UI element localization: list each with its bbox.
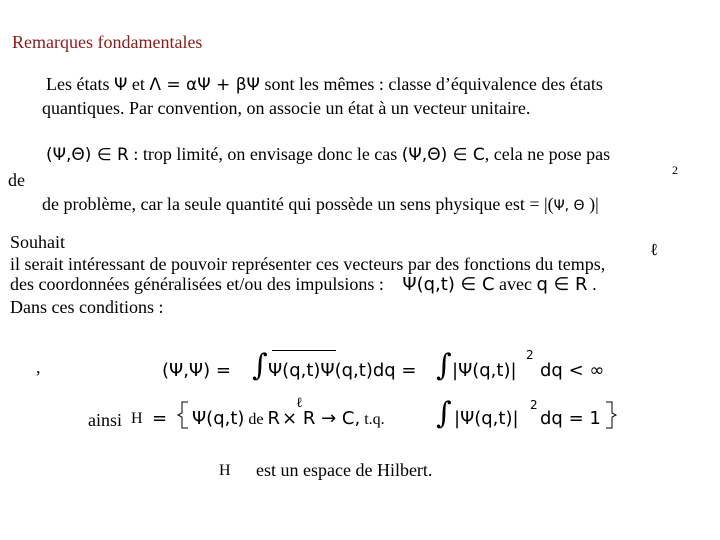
- eq1-modulus: |Ψ(q,t)|: [452, 360, 517, 381]
- text: de: [244, 411, 268, 428]
- left-brace-icon: [176, 400, 190, 430]
- text: )|: [584, 194, 599, 214]
- para3-line2: [10, 274, 597, 295]
- para1-line1: [46, 74, 603, 95]
- eq2-body: [192, 408, 385, 429]
- R-symbol: R: [267, 408, 281, 429]
- right-brace-icon: [604, 400, 618, 430]
- integral-symbol: ∫: [436, 348, 452, 383]
- lambda-expression: Λ = αΨ + βΨ: [149, 75, 260, 95]
- de-prefix: de: [8, 170, 25, 190]
- text: t.q.: [360, 411, 385, 428]
- eq2-end: dq = 1: [540, 408, 601, 429]
- eq1-integrand: Ψ(q,t)Ψ(q,t)dq =: [268, 360, 417, 381]
- eq2-modulus: |Ψ(q,t)|: [454, 408, 519, 429]
- text: , cela ne pose pas: [484, 144, 611, 164]
- psi-symbol: Ψ: [113, 75, 128, 95]
- page-title: Remarques fondamentales: [12, 32, 203, 52]
- text: avec: [494, 274, 537, 294]
- para3-line3: Dans ces conditions :: [10, 297, 164, 317]
- text: de problème, car la seule quantité qui possède un sens physique est = |(: [42, 194, 554, 214]
- hilbert-statement: est un espace de Hilbert.: [256, 460, 433, 480]
- para2-line1: [46, 144, 610, 165]
- conjugate-bar: [272, 350, 336, 351]
- equals: =: [152, 408, 168, 429]
- q-in-R-expression: q ∈ R: [536, 274, 588, 295]
- text: des coordonnées généralisées et/ou des impulsions :: [10, 274, 389, 294]
- text: et: [127, 74, 150, 94]
- text: sont les mêmes : classe d’équivalence des états: [259, 74, 603, 94]
- eq1-lhs: (Ψ,Ψ) =: [162, 360, 231, 381]
- psi-theta: Ψ, Θ: [553, 198, 585, 214]
- psi-function: Ψ(q,t): [192, 408, 245, 429]
- ell-symbol: ℓ: [650, 240, 659, 259]
- psi-function-expression: Ψ(q,t) ∈ C: [402, 274, 495, 295]
- ell-superscript: ℓ: [296, 396, 303, 411]
- text: Les états: [46, 74, 114, 94]
- ainsi-label: ainsi: [88, 410, 122, 430]
- text: : trop limité, on envisage donc le cas: [128, 144, 402, 164]
- para2-line2: [42, 194, 599, 215]
- para3-line1: il serait intéressant de pouvoir représenter ces vecteurs par des fonctions du temps,: [10, 254, 606, 274]
- text: .: [587, 274, 597, 294]
- para1-line2: quantiques. Par convention, on associe un état à un vecteur unitaire.: [42, 98, 531, 118]
- hilbert-space-symbol: H: [131, 410, 143, 427]
- eq1-end: dq < ∞: [540, 360, 605, 381]
- superscript: 2: [672, 163, 678, 177]
- integral-symbol: ∫: [436, 396, 452, 431]
- superscript: 2: [526, 348, 534, 362]
- comma: ,: [36, 357, 41, 377]
- integral-symbol: ∫: [252, 348, 268, 383]
- inner-product-real: (Ψ,Θ) ∈ R: [46, 145, 129, 165]
- hilbert-space-symbol: H: [219, 462, 231, 479]
- souhait-label: Souhait: [10, 232, 66, 252]
- map-expression: × R → C,: [282, 408, 361, 429]
- inner-product-complex: (Ψ,Θ) ∈ C: [401, 145, 485, 165]
- superscript: 2: [530, 398, 538, 412]
